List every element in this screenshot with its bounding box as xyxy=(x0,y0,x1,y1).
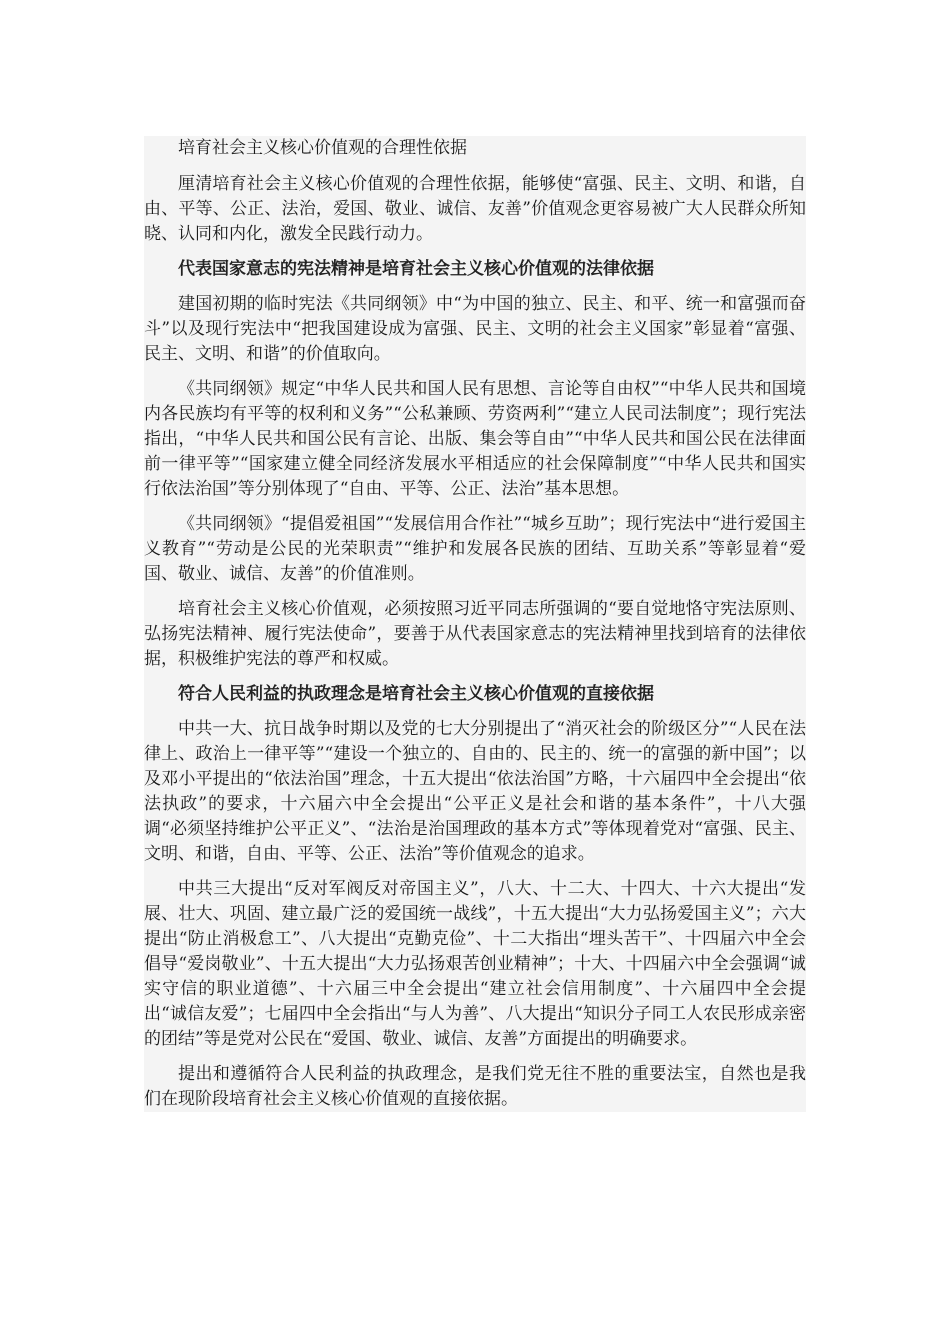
paragraph: 建国初期的临时宪法《共同纲领》中“为中国的独立、民主、和平、统一和富强而奋斗”以及现行宪法中“把我国建设成为富强、民主、文明的社会主义国家”彰显着“富强、民主、文明、和谐”的价值取向。 xyxy=(144,294,806,364)
paragraph-conclusion: 提出和遵循符合人民利益的执政理念，是我们党无往不胜的重要法宝，自然也是我们在现阶段培育社会主义核心价值观的直接依据。 xyxy=(144,1064,806,1109)
section-heading-direct-basis: 符合人民利益的执政理念是培育社会主义核心价值观的直接依据 xyxy=(178,684,654,704)
paragraph-intro: 厘清培育社会主义核心价值观的合理性依据，能够使“富强、民主、文明、和谐，自由、平等、公正、法治，爱国、敬业、诚信、友善”价值观念更容易被广大人民群众所知晓、认同和内化，激发全民践行动力。 xyxy=(144,174,806,244)
paragraph: 中共一大、抗日战争时期以及党的七大分别提出了“消灭社会的阶级区分”“人民在法律上、政治上一律平等”“建设一个独立的、自由的、民主的、统一的富强的新中国”；以及邓小平提出的“依法治国”理念，十五大提出“依法治国”方略，十六届四中全会提出“依法执政”的要求，十六届六中全会提出“公平正义是社会和谐的基本条件”，十八大强调“必须坚持维护公平正义”、“法治是治国理政的基本方式”等体现着党对“富强、民主、文明、和谐，自由、平等、公正、法治”等价值观念的追求。 xyxy=(144,719,806,864)
document-title: 培育社会主义核心价值观的合理性依据 xyxy=(178,138,467,158)
paragraph: 《共同纲领》规定“中华人民共和国人民有思想、言论等自由权”“中华人民共和国境内各民族均有平等的权利和义务”“公私兼顾、劳资两利”“建立人民司法制度”；现行宪法指出，“中华人民共和国公民有言论、出版、集会等自由”“中华人民共和国公民在法律面前一律平等”“国家建立健全同经济发展水平相适应的社会保障制度”“中华人民共和国实行依法治国”等分别体现了“自由、平等、公正、法治”基本思想。 xyxy=(144,379,806,499)
paragraph: 中共三大提出“反对军阀反对帝国主义”，八大、十二大、十四大、十六大提出“发展、壮大、巩固、建立最广泛的爱国统一战线”，十五大提出“大力弘扬爱国主义”；六大提出“防止消极怠工”、八大提出“克勤克俭”、十二大指出“埋头苦干”、十四届六中全会倡导“爱岗敬业”、十五大提出“大力弘扬艰苦创业精神”；十大、十四届六中全会强调“诚实守信的职业道德”、十六届三中全会提出“建立社会信用制度”、十六届四中全会提出“诚信友爱”；七届四中全会指出“与人为善”、八大提出“知识分子同工人农民形成亲密的团结”等是党对公民在“爱国、敬业、诚信、友善”方面提出的明确要求。 xyxy=(144,879,806,1049)
section-heading-legal-basis: 代表国家意志的宪法精神是培育社会主义核心价值观的法律依据 xyxy=(178,259,654,279)
paragraph: 培育社会主义核心价值观，必须按照习近平同志所强调的“要自觉地恪守宪法原则、弘扬宪法精神、履行宪法使命”，要善于从代表国家意志的宪法精神里找到培育的法律依据，积极维护宪法的尊严和权威。 xyxy=(144,599,806,669)
paragraph: 《共同纲领》“提倡爱祖国”“发展信用合作社”“城乡互助”；现行宪法中“进行爱国主义教育”“劳动是公民的光荣职责”“维护和发展各民族的团结、互助关系”等彰显着“爱国、敬业、诚信、友善”的价值准则。 xyxy=(144,514,806,584)
document-body xyxy=(144,136,806,1112)
